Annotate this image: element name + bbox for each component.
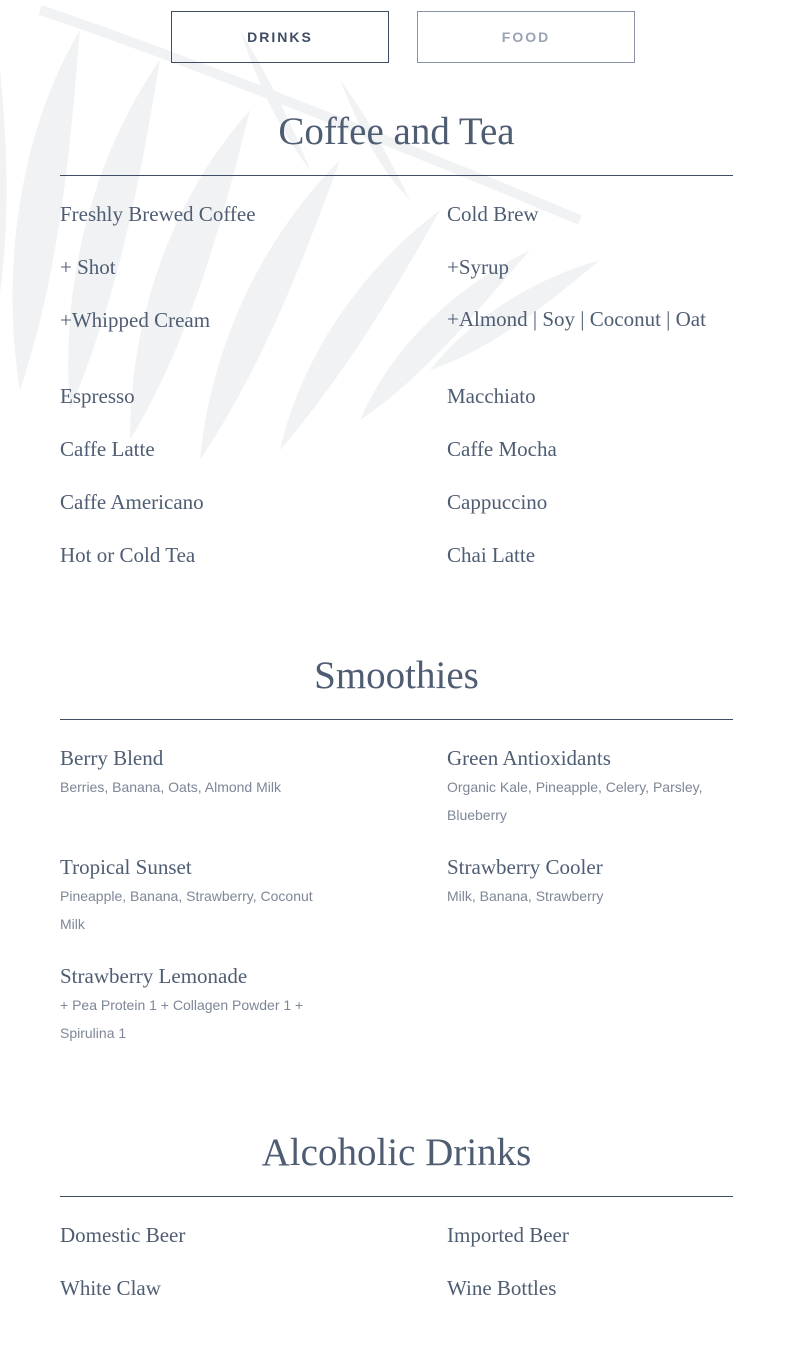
tab-drinks[interactable]: DRINKS [171, 11, 389, 63]
item-name: Green Antioxidants [447, 746, 611, 770]
menu-tabs [171, 11, 623, 61]
menu-item [447, 384, 733, 408]
menu-item [447, 307, 707, 331]
menu-item [60, 1223, 346, 1247]
menu-item [447, 437, 733, 461]
menu-item [447, 746, 733, 829]
item-description: Berries, Banana, Oats, Almond Milk [60, 779, 281, 795]
section-divider [60, 719, 733, 720]
item-description: Organic Kale, Pineapple, Celery, Parsley, Blueberry [447, 779, 703, 823]
menu-item [60, 308, 346, 332]
section-title-alcoholic-drinks: Alcoholic Drinks [261, 1131, 532, 1174]
item-name: Freshly Brewed Coffee [60, 202, 256, 226]
item-name: Cappuccino [447, 490, 548, 514]
item-name: Chai Latte [447, 543, 536, 567]
item-name: +Syrup [447, 255, 510, 279]
item-description: Pineapple, Banana, Strawberry, Coconut Milk [60, 888, 313, 932]
item-name: Tropical Sunset [60, 855, 192, 879]
item-name: +Whipped Cream [60, 308, 211, 332]
item-name: Wine Bottles [447, 1276, 557, 1300]
menu-item [60, 202, 346, 226]
menu-item [60, 384, 346, 408]
menu-item [447, 543, 733, 567]
menu-item [447, 255, 733, 279]
section-title-coffee-and-tea: Coffee and Tea [278, 110, 515, 153]
item-name: Strawberry Lemonade [60, 964, 248, 988]
item-name: Domestic Beer [60, 1223, 186, 1247]
section-divider [60, 1196, 733, 1197]
item-name: Caffe Americano [60, 490, 204, 514]
item-name: Cold Brew [447, 202, 539, 226]
menu-item [447, 855, 733, 910]
item-description: + Pea Protein 1 + Collagen Powder 1 + Spirulina 1 [60, 997, 304, 1041]
menu-item [60, 490, 346, 514]
item-name: Hot or Cold Tea [60, 543, 196, 567]
item-name: Imported Beer [447, 1223, 569, 1247]
section-title-smoothies: Smoothies [314, 654, 479, 697]
menu-item [60, 1276, 346, 1300]
item-name: Macchiato [447, 384, 536, 408]
item-description: Milk, Banana, Strawberry [447, 888, 604, 904]
menu-item [60, 255, 346, 279]
section-divider [60, 175, 733, 176]
menu-item [60, 855, 332, 938]
menu-item [447, 490, 733, 514]
item-name: Berry Blend [60, 746, 164, 770]
menu-item [60, 746, 346, 801]
item-name: Strawberry Cooler [447, 855, 603, 879]
menu-item [447, 1276, 733, 1300]
item-name: +Almond | Soy | Coconut | Oat [447, 307, 706, 331]
menu-item [60, 543, 346, 567]
tab-food[interactable]: FOOD [417, 11, 635, 63]
item-name: Caffe Mocha [447, 437, 557, 461]
palm-leaf-background [0, 0, 660, 490]
item-name: Caffe Latte [60, 437, 155, 461]
item-name: White Claw [60, 1276, 161, 1300]
menu-item [447, 202, 733, 226]
menu-item [60, 964, 310, 1047]
menu-item [60, 437, 346, 461]
item-name: + Shot [60, 255, 116, 279]
menu-item [447, 1223, 733, 1247]
item-name: Espresso [60, 384, 135, 408]
